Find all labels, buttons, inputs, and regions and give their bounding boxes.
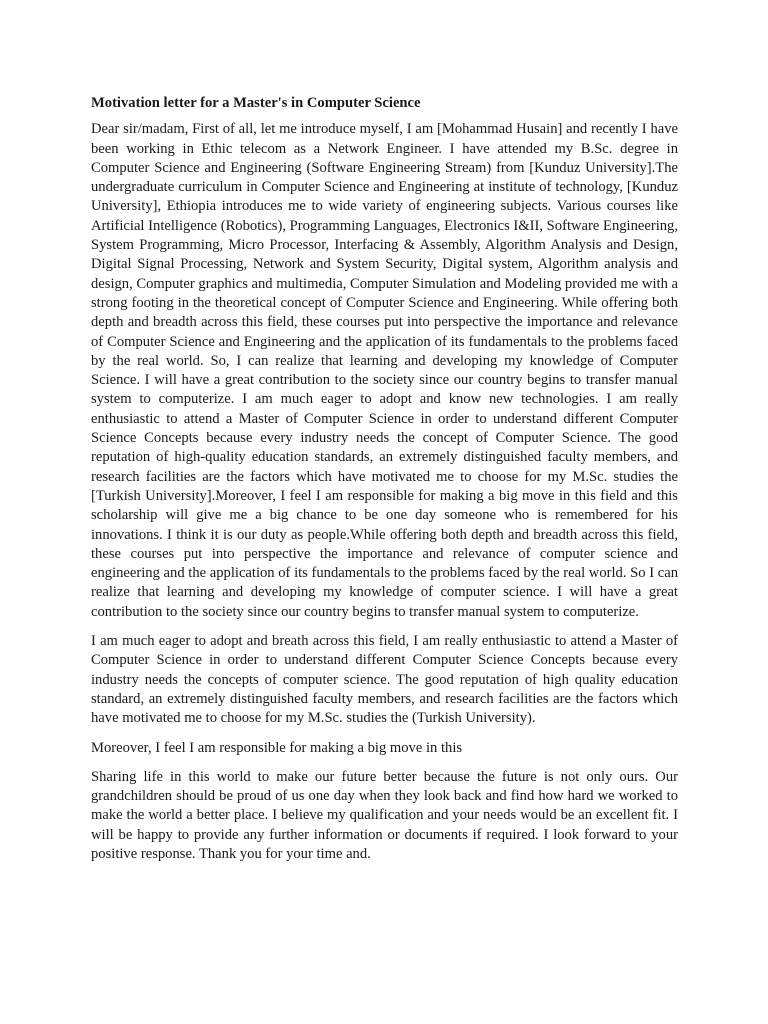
paragraph-introduction: Dear sir/madam, First of all, let me introduce myself, I am [Mohammad Husain] and recently I have been working in Ethic telecom as a Network Engineer. I have attended my B.Sc. degree in Computer Science and Engineering (Software Engineering Stream) from [Kunduz University].The undergraduate curriculum in Computer Science and Engineering at institute of technology, [Kunduz University], Ethiopia introduces me to wide variety of engineering subjects. Various courses like Artificial Intelligence (Robotics), Programming Languages, Electronics I&II, Software Engineering, System Programming, Micro Processor, Interfacing & Assembly, Algorithm Analysis and Design, Digital Signal Processing, Network and System Security, Digital system, Algorithm analysis and design, Computer graphics and multimedia, Computer Simulation and Modeling provided me with a strong footing in the theoretical concept of Computer Science and Engineering. While offering both depth and breadth across this field, these courses put into perspective the importance and relevance of Computer Science and Engineering and the application of its fundamentals to the problems faced by the real world. So, I can realize that learning and developing my knowledge of Computer Science. I will have a great contribution to the society since our country begins to transfer manual system to computerize. I am much eager to adopt and know new technologies. I am really enthusiastic to attend a Master of Computer Science in order to understand different Computer Science Concepts because every industry needs the concept of Computer Science. The good reputation of high-quality education standards, an extremely distinguished faculty members, and research facilities are the factors which have motivated me to choose for my M.Sc. studies the [Turkish University].Moreover, I feel I am responsible for making a big move in this field and this scholarship will give me a big chance to be one day someone who is remembered for his innovations. I think it is our duty as people.While offering both depth and breadth across this field, these courses put into perspective the importance and relevance of computer science and engineering and the application of its fundamentals to the problems faced by the real world. So I can realize that learning and developing my knowledge of computer science. I will have a great contribution to the society since our country begins to transfer manual system to computerize. <box>91 121 678 620</box>
letter-body <box>91 94 678 874</box>
paragraph-closing: Sharing life in this world to make our future better because the future is not only ours. Our grandchildren should be proud of us one day when they look back and find how hard we worked to make the world a better place. I believe my qualification and your needs would be an excellent fit. I will be happy to provide any further information or documents if required. I look forward to your positive response. Thank you for your time and. <box>91 768 678 862</box>
paragraph-responsibility: Moreover, I feel I am responsible for making a big move in this <box>91 739 463 756</box>
letter-title: Motivation letter for a Master's in Computer Science <box>91 95 421 111</box>
paragraph-enthusiasm: I am much eager to adopt and breath across this field, I am really enthusiastic to attend a Master of Computer Science in order to understand different Computer Science Concepts because every industry needs the concepts of computer science. The good reputation of high quality education standard, an extremely distinguished faculty members, and research facilities are the factors which have motivated me to choose for my M.Sc. studies the (Turkish University). <box>91 633 678 727</box>
